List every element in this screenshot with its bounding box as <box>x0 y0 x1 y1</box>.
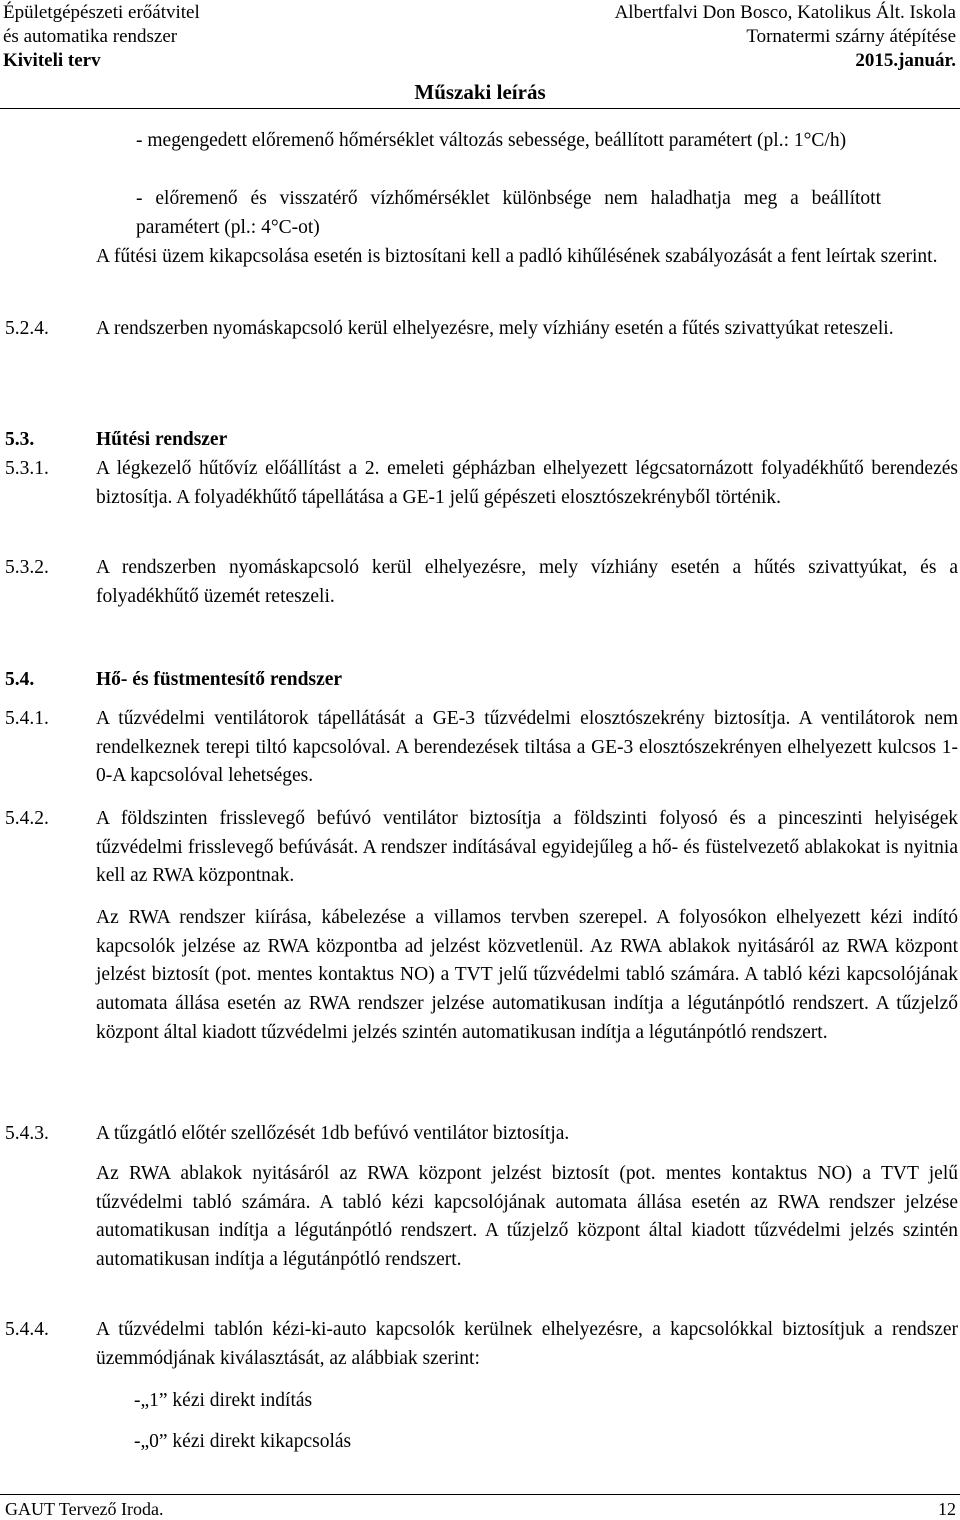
footer-divider <box>0 1494 960 1495</box>
section-text: A rendszerben nyomáskapcsoló kerül elhelyezésre, mely vízhiány esetén a fűtés szivattyúkat reteszeli. <box>96 318 894 339</box>
section-number: 5.4.2. <box>5 808 49 829</box>
section-number: 5.4.4. <box>5 1319 49 1340</box>
list-item: - előremenő és visszatérő vízhőmérséklet különbsége nem haladhatja meg a beállított paramétert (pl.: 4°C-ot) <box>136 188 881 238</box>
mode-item: -„1” kézi direkt indítás <box>134 1390 313 1411</box>
section-number: 5.2.4. <box>5 318 49 339</box>
section-heading-number: 5.4. <box>5 669 35 690</box>
header-client: Albertfalvi Don Bosco, Katolikus Ált. Iskola <box>614 2 956 23</box>
section-heading: Hő- és füstmentesítő rendszer <box>96 669 343 690</box>
section-text: A tűzvédelmi ventilátorok tápellátását a GE-3 tűzvédelmi elosztószekrény biztosítja. A ventilátorok nem rendelkeznek terepi tiltó kapcsolóval. A berendezések tiltása a GE-3 elosztószekrényen elhelyezett kulcsos 1-0-A kapcsolóval lehetséges. <box>96 708 958 787</box>
section-text: A földszinten frisslevegő befúvó ventilátor biztosítja a földszinti folyosó és a pinceszinti helyiségek tűzvédelmi frisslevegő befúvását. A rendszer indításával egyidejűleg a hő- és füstelvezető ablakokat is nyitnia kell az RWA központnak. <box>96 808 958 887</box>
section-text: A tűzvédelmi tablón kézi-ki-auto kapcsolók kerülnek elhelyezésre, a kapcsolókkal biztosítjuk a rendszer üzemmódjának kiválasztását, az alábbiak szerint: <box>96 1319 958 1369</box>
section-number: 5.3.2. <box>5 557 49 578</box>
section-paragraph: Az RWA rendszer kiírása, kábelezése a villamos tervben szerepel. A folyosókon elhelyezett kézi indító kapcsolók jelzése az RWA központba ad jelzést közvetlenül. Az RWA ablakok nyitásáról az RWA központ jelzést biztosít (pot. mentes kontaktus NO) a TVT jelű tűzvédelmi tabló számára. A tabló kézi kapcsolójának automata állása esetén az RWA rendszer jelzése automatikusan indítja a légutánpótló rendszert. A tűzjelző központ által kiadott tűzvédelmi jelzés szintén automatikusan indítja a légutánpótló rendszert. <box>96 907 958 1043</box>
section-text: A légkezelő hűtővíz előállítást a 2. emeleti gépházban elhelyezett légcsatornázott folyadékhűtő berendezés biztosítja. A folyadékhűtő tápellátása a GE-1 jelű gépészeti elosztószekrényből történik. <box>96 458 958 508</box>
page-number: 12 <box>938 1499 956 1519</box>
page-title: Műszaki leírás <box>414 80 546 104</box>
footer-company: GAUT Tervező Iroda. <box>5 1499 164 1519</box>
section-number: 5.3.1. <box>5 458 49 479</box>
page-header <box>0 2 960 110</box>
section-text: A tűzgátló előtér szellőzését 1db befúvó ventilátor biztosítja. <box>96 1123 570 1144</box>
section-number: 5.4.3. <box>5 1123 49 1144</box>
list-item: - megengedett előremenő hőmérséklet változás sebessége, beállított paramétert (pl.: 1°C/h) <box>136 130 847 151</box>
section-number: 5.4.1. <box>5 708 49 729</box>
header-divider <box>0 108 960 109</box>
section-heading-number: 5.3. <box>5 429 35 450</box>
section-paragraph: Az RWA ablakok nyitásáról az RWA központ jelzést biztosít (pot. mentes kontaktus NO) a TVT jelű tűzvédelmi tabló számára. A tabló kézi kapcsolójának automata állása esetén az RWA rendszer jelzése automatikusan indítja a légutánpótló rendszert. A tűzjelző központ által kiadott tűzvédelmi jelzés szintén automatikusan indítja a légutánpótló rendszert. <box>96 1163 958 1271</box>
section-text: A rendszerben nyomáskapcsoló kerül elhelyezésre, mely vízhiány esetén a hűtés szivattyúkat, és a folyadékhűtő üzemét reteszeli. <box>96 557 958 607</box>
section-heading: Hűtési rendszer <box>96 429 228 450</box>
heating-shutdown-note: A fűtési üzem kikapcsolása esetén is biztosítani kell a padló kihűlésének szabályozását a fent leírtak szerint. <box>96 246 938 267</box>
header-system-name: és automatika rendszer <box>3 26 178 47</box>
header-date: 2015.január. <box>855 50 956 71</box>
header-plan-phase: Kiviteli terv <box>3 50 101 71</box>
mode-item: -„0” kézi direkt kikapcsolás <box>134 1431 352 1452</box>
header-project-type: Épületgépészeti erőátvitel <box>3 2 200 23</box>
header-project: Tornatermi szárny átépítése <box>746 26 956 47</box>
